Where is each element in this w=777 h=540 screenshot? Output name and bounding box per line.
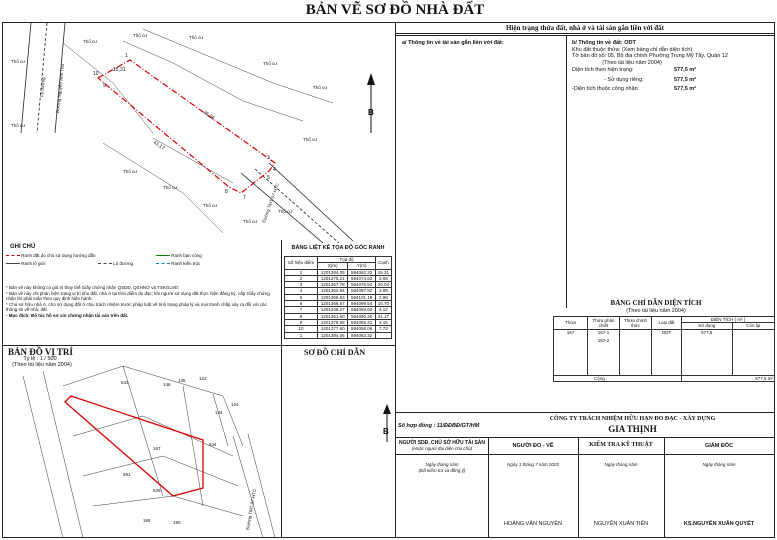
table-cell: 1201368.57 bbox=[318, 301, 348, 307]
guide-map-title: SƠ ĐỒ CHỈ DẪN bbox=[304, 348, 366, 357]
table-cell: 8 bbox=[285, 313, 318, 319]
col-header: Số hiệu điểm bbox=[285, 257, 318, 270]
parcel-label: 643 bbox=[121, 380, 129, 385]
area-table-source: (Theo tài liệu năm 2004) bbox=[626, 308, 686, 314]
dimension-label: 41,17 bbox=[151, 139, 166, 152]
parcel-label: 644 bbox=[209, 442, 217, 447]
table-cell bbox=[375, 332, 391, 338]
col-header: Thửa chính thức bbox=[620, 317, 652, 330]
col-header: DIỆN TÍCH ( m² ) bbox=[682, 317, 775, 323]
col-header: Y(m) bbox=[348, 263, 375, 269]
table-cell: 7.73 bbox=[375, 326, 391, 332]
vertex-label: 8 bbox=[225, 189, 228, 195]
page-title: BẢN VẼ SƠ ĐỒ NHÀ ĐẤT bbox=[305, 2, 485, 18]
location-map-scale: Tỷ lệ : 1 / 500 bbox=[23, 356, 57, 362]
legend bbox=[6, 253, 276, 283]
land-info-line: Tờ bản đồ số: 05, Bộ địa chính Phường Trung Mỹ Tây, Quận 12 bbox=[572, 53, 728, 59]
location-map bbox=[3, 346, 281, 538]
neighbor-label: Thổ cư bbox=[11, 59, 26, 64]
table-cell: 1201362.94 bbox=[318, 288, 348, 294]
neighbor-label: Thổ cư bbox=[123, 169, 138, 174]
legend-item: Ranh đất do chủ sử dụng hướng dẫn bbox=[21, 253, 96, 258]
table-cell: 15.31 bbox=[375, 269, 391, 275]
table-cell: 1201375.21 bbox=[318, 275, 348, 281]
assets-title: a/ Thông tin về tài sản gắn liền với đất: bbox=[402, 40, 504, 46]
svg-text:B: B bbox=[368, 108, 374, 117]
table-cell: 1201379.58 bbox=[318, 319, 348, 325]
status-header: Hiện trạng thửa đất, nhà ở và tài sản gắn liền với đất bbox=[505, 24, 664, 32]
table-cell: 26.04 bbox=[375, 282, 391, 288]
table-cell: 4.12 bbox=[375, 307, 391, 313]
table-cell: 4 bbox=[285, 288, 318, 294]
owner-date: Ngày tháng năm bbox=[425, 462, 459, 467]
table-cell: 10.70 bbox=[375, 301, 391, 307]
parcel-label: 145 bbox=[178, 378, 186, 383]
owner-note: (Đã kiểm tra và đồng ý) bbox=[418, 468, 466, 473]
table-cell: 1201384.05 bbox=[318, 269, 348, 275]
land-info-line: Khu đất thuộc thửa: (Xem bảng chỉ dẫn diện tích) bbox=[572, 46, 693, 53]
table-cell: 10 bbox=[285, 326, 318, 332]
table-cell: 3.99 bbox=[375, 288, 391, 294]
dimension-label: 15,31 bbox=[113, 67, 126, 73]
table-cell: 2 bbox=[285, 275, 318, 281]
table-cell: 6 bbox=[285, 301, 318, 307]
main-site-map bbox=[3, 23, 395, 243]
location-map-source: (Theo tài liệu năm 2004) bbox=[12, 362, 72, 368]
dimension-label: 26,06 bbox=[201, 109, 216, 122]
table-cell: 594093.60 bbox=[348, 307, 375, 313]
total-label: Cộng : bbox=[554, 375, 682, 381]
area-label: Diện tích theo hiện trạng: bbox=[572, 67, 634, 73]
street-label: Đường TMT 07-HTC bbox=[261, 182, 281, 224]
vertex-label: 1 bbox=[125, 53, 128, 59]
col-header: X(m) bbox=[318, 263, 348, 269]
col-header: Thửa phân chiết bbox=[588, 317, 620, 330]
parcel-label: 190 bbox=[173, 520, 181, 525]
legend-title: GHI CHÚ bbox=[10, 244, 36, 250]
parcel-label: 167 bbox=[153, 446, 161, 451]
table-cell: 5 bbox=[285, 294, 318, 300]
guide-north-arrow-icon bbox=[380, 404, 394, 444]
area-table bbox=[553, 316, 775, 382]
vertex-label: 5 bbox=[267, 175, 270, 181]
table-cell: 9 bbox=[285, 319, 318, 325]
vertex-label: 9 bbox=[103, 83, 106, 89]
table-cell: 594097.92 bbox=[348, 288, 375, 294]
location-map-title: BẢN ĐỒ VỊ TRÍ bbox=[8, 347, 73, 357]
surveyor-title: NGƯỜI ĐO - VẼ bbox=[512, 443, 554, 449]
legend-item: Lộ đường bbox=[113, 261, 133, 266]
note-line: * Bản vẽ này chỉ phản hiện trạng vị trí khu đất, nhà ở tại thời điểm đo đạc; khi người sử dụng đất thực hiện đăng ký, cấp Giấy chứng nhận thì phải tuân theo quy định hiện hành; bbox=[6, 290, 270, 301]
table-cell: 3.15 bbox=[375, 319, 391, 325]
checker-date: Ngày tháng năm bbox=[604, 462, 638, 467]
legend-item: Ranh ban công bbox=[171, 253, 202, 258]
col-header: Cạnh bbox=[375, 257, 391, 270]
table-cell: 594062.32 bbox=[348, 332, 375, 338]
col-header: Loại đất bbox=[652, 317, 682, 330]
parcel-label: 186 bbox=[143, 518, 151, 523]
table-cell: 594099.54 bbox=[348, 301, 375, 307]
table-cell: 594090.20 bbox=[348, 313, 375, 319]
land-info-title: b/ Thông tin về đất: ODT bbox=[572, 40, 636, 46]
table-cell: 167 bbox=[554, 329, 588, 375]
north-arrow-icon bbox=[367, 73, 375, 133]
table-cell: 2.98 bbox=[375, 294, 391, 300]
neighbor-label: Thổ cư bbox=[313, 85, 328, 90]
street-label: Lộ đường bbox=[39, 76, 47, 98]
table-cell: 594101.19 bbox=[348, 294, 375, 300]
legend-notes bbox=[6, 285, 278, 318]
table-cell: 167-2 bbox=[597, 337, 610, 343]
table-cell: 1201348.27 bbox=[318, 307, 348, 313]
vertex-label: 3 bbox=[267, 155, 270, 161]
parcel-label: 144 bbox=[215, 410, 223, 415]
legend-item: Ranh kiến trúc bbox=[171, 261, 201, 266]
vertex-label: 7 bbox=[243, 195, 246, 201]
area-value: 577,5 m² bbox=[674, 67, 697, 73]
table-cell: ODT bbox=[652, 329, 682, 375]
neighbor-label: Thổ cư bbox=[203, 203, 218, 208]
director-name: KS.NGUYỄN XUÂN QUYẾT bbox=[683, 521, 755, 527]
col-header: Tọa độ bbox=[318, 257, 376, 263]
table-cell: 3.08 bbox=[375, 275, 391, 281]
company-brand: GIA THỊNH bbox=[608, 424, 657, 434]
company-name: CÔNG TY TRÁCH NHIỆM HỮU HẠN ĐO ĐẠC - XÂY DỰNG bbox=[549, 416, 716, 422]
parcel-label: 124 bbox=[231, 402, 239, 407]
neighbor-label: Thổ cư bbox=[83, 39, 98, 44]
private-use-value: 577,5 m² bbox=[674, 76, 697, 83]
parcel-label: 691 bbox=[123, 472, 131, 477]
director-title: GIÁM ĐỐC bbox=[704, 443, 734, 449]
street-label: Đường Nguyễn Ảnh Thủ bbox=[55, 63, 66, 114]
table-cell: 594056.31 bbox=[348, 319, 375, 325]
col-header: Thửa bbox=[554, 317, 588, 330]
owner-title: NGƯỜI SDĐ, CHỦ SỞ HỮU TÀI SẢN bbox=[399, 440, 485, 446]
vertex-label: 4 bbox=[273, 167, 276, 173]
table-cell: 41.17 bbox=[375, 313, 391, 319]
neighbor-label: Thổ cư bbox=[263, 61, 278, 66]
total-value: 577,5 m² bbox=[682, 375, 775, 381]
surveyor-name: HOÀNG VĂN NGUYÊN bbox=[503, 521, 563, 527]
note-line: - Mục đích: Bổ túc hồ sơ xin chứng nhận tài sản trên đất. bbox=[6, 312, 129, 318]
table-cell: 1201384.05 bbox=[318, 332, 348, 338]
table-cell: 3 bbox=[285, 282, 318, 288]
coords-table-title: BẢNG LIỆT KÊ TỌA ĐỘ GÓC RANH bbox=[291, 245, 385, 251]
table-cell: 594074.62 bbox=[348, 275, 375, 281]
contract-number: Số hợp đồng : 11/ĐĐBĐ/GT/HM bbox=[398, 423, 480, 429]
table-cell: 1201365.63 bbox=[318, 294, 348, 300]
parcel-label: 639 bbox=[153, 488, 161, 493]
parcel-label: 122 bbox=[199, 376, 207, 381]
neighbor-label: Thổ cư bbox=[11, 123, 26, 128]
svg-text:B: B bbox=[383, 427, 389, 436]
table-cell: 7 bbox=[285, 307, 318, 313]
owner-subtitle: (Hoặc người đại diện cho chủ) bbox=[411, 446, 473, 451]
neighbor-label: Thổ cư bbox=[163, 185, 178, 190]
table-cell: 577,5 bbox=[682, 329, 733, 375]
neighbor-label: Thổ cư bbox=[303, 137, 318, 142]
neighbor-label: Thổ cư bbox=[243, 219, 258, 224]
col-header: Sử dụng bbox=[682, 323, 733, 329]
neighbor-label: Thổ cư bbox=[133, 33, 148, 38]
recognized-label: -Diện tích thuộc công nhận: bbox=[572, 86, 640, 92]
parcel-label: 146 bbox=[163, 382, 171, 387]
table-cell: 594062.32 bbox=[348, 269, 375, 275]
vertex-label: 10 bbox=[93, 71, 99, 77]
table-cell: 167-1 bbox=[597, 329, 610, 335]
neighbor-label: Thổ cư bbox=[189, 35, 204, 40]
table-cell: 1201351.60 bbox=[318, 313, 348, 319]
note-line: * Bản vẽ này không có giá trị thay thế Giấy chứng nhận QSDĐ, QSHNỞ và TSKGLVĐ; bbox=[6, 285, 180, 290]
table-cell: 594076.52 bbox=[348, 282, 375, 288]
table-cell: 594058.06 bbox=[348, 326, 375, 332]
table-cell: 1201377.60 bbox=[318, 326, 348, 332]
land-info-line: (Theo tài liệu năm 2004) bbox=[602, 59, 662, 66]
table-cell: 1 bbox=[285, 332, 318, 338]
col-header: Còn lại bbox=[732, 323, 774, 329]
coords-table bbox=[284, 256, 392, 339]
table-cell: 1 bbox=[285, 269, 318, 275]
checker-name: NGUYỄN XUÂN TIẾN bbox=[593, 521, 649, 527]
checker-title: KIỂM TRA KỸ THUẬT bbox=[589, 442, 653, 448]
area-table-title: BẢNG CHỈ DẪN DIỆN TÍCH bbox=[610, 299, 702, 307]
table-cell: 1201357.78 bbox=[318, 282, 348, 288]
neighbor-label: Thổ cư bbox=[278, 209, 293, 214]
street-label: Đường TMT 07-HTC bbox=[245, 488, 258, 531]
table-row bbox=[285, 332, 392, 338]
private-use-label: - Sử dụng riêng: bbox=[604, 76, 644, 83]
land-info bbox=[572, 40, 772, 93]
note-line: * Chủ sở hữu nhà ở, chủ sử dụng đất ở chịu trách nhiệm trước pháp luật về tình trạng pháp lý và mọi tranh chấp xảy ra đối với các thông tin về nhà, đất. bbox=[6, 301, 267, 312]
director-date: Ngày tháng năm bbox=[702, 462, 736, 467]
recognized-value: 577,5 m² bbox=[674, 86, 697, 92]
legend-item: Ranh lô giới bbox=[21, 261, 46, 266]
surveyor-date: Ngày 1 tháng 7 năm 2025 bbox=[507, 462, 559, 467]
